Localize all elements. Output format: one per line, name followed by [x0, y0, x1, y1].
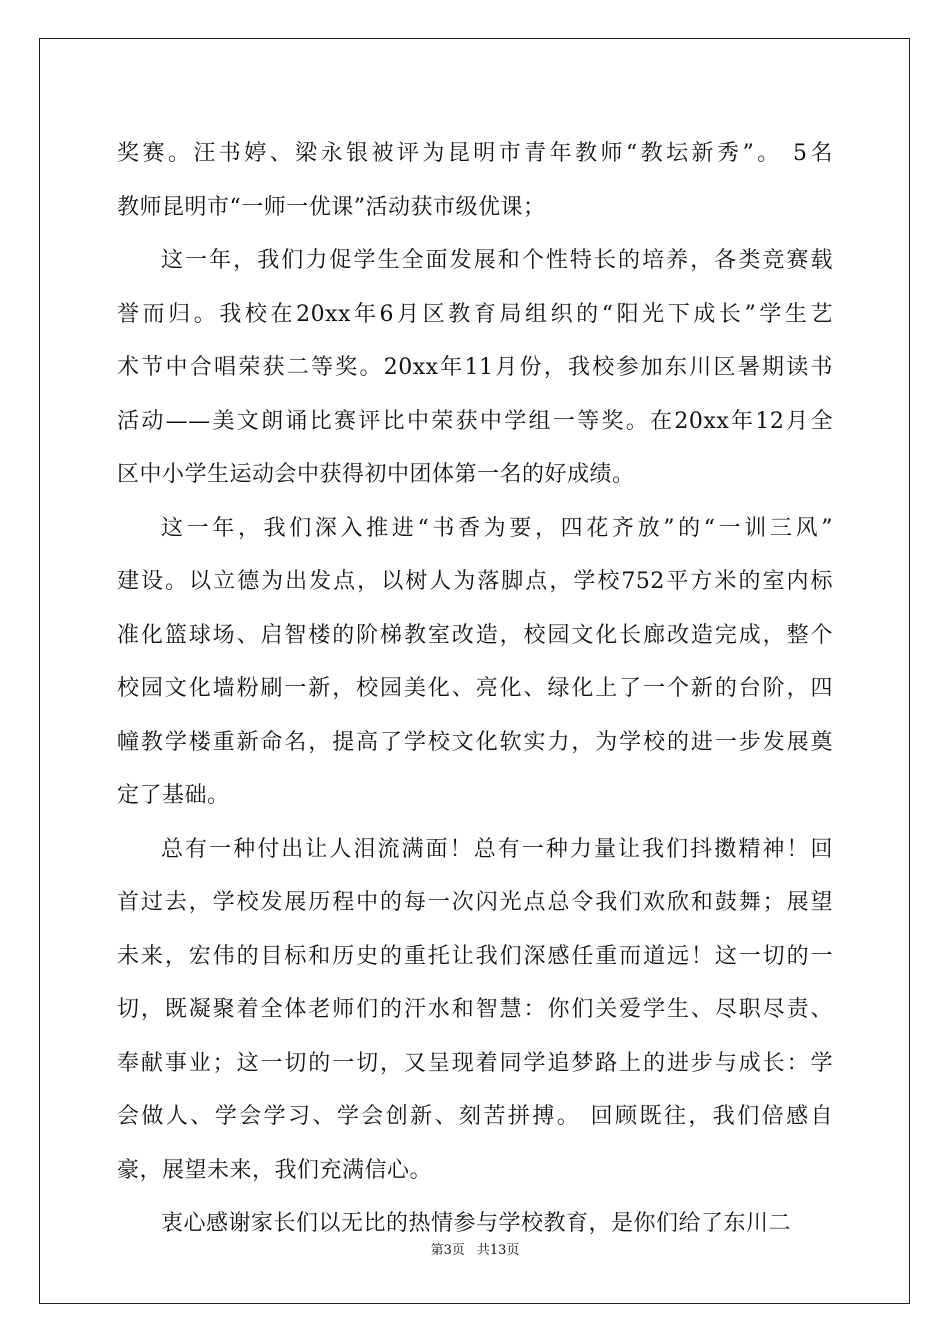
text-line: 术节中合唱荣获二等奖。20xx年11月份，我校参加东川区暑期读书	[117, 355, 833, 380]
document-body	[117, 127, 833, 1251]
page-footer	[0, 1241, 950, 1261]
page-total: 共13页	[476, 1243, 520, 1258]
text-line: 豪，展望未来，我们充满信心。	[117, 1157, 433, 1183]
text-line: 区中小学生运动会中获得初中团体第一名的好成绩。	[117, 462, 635, 487]
paragraph	[117, 127, 833, 234]
text-line: 切，既凝聚着全体老师们的汗水和智慧：你们关爱学生、尽职尽责、	[117, 997, 833, 1022]
text-line: 准化篮球场、启智楼的阶梯教室改造，校园文化长廊改造完成，整个	[117, 622, 833, 648]
text-line: 建设。以立德为出发点，以树人为落脚点，学校752平方米的室内标	[117, 569, 833, 594]
page-number: 第3页	[430, 1243, 465, 1258]
text-line: 未来，宏伟的目标和历史的重托让我们深感任重而道远！这一切的一	[117, 943, 833, 969]
paragraph	[117, 823, 833, 1198]
text-line: 奉献事业；这一切的一切，又呈现着同学追梦路上的进步与成长：学	[117, 1050, 833, 1076]
text-line: 衷心感谢家长们以无比的热情参与学校教育，是你们给了东川二	[161, 1211, 792, 1236]
paragraph	[117, 502, 833, 823]
text-line: 这一年，我们力促学生全面发展和个性特长的培养，各类竞赛载	[161, 248, 833, 273]
text-line: 校园文化墙粉刷一新，校园美化、亮化、绿化上了一个新的台阶，四	[117, 676, 833, 701]
paragraph	[117, 234, 833, 502]
text-line: 会做人、学会学习、学会创新、刻苦拼搏。 回顾既往，我们倍感自	[117, 1104, 833, 1129]
text-line: 教师昆明市“一师一优课”活动获市级优课；	[117, 194, 546, 220]
text-line: 誉而归。我校在20xx年6月区教育局组织的“阳光下成长”学生艺	[117, 301, 833, 327]
text-line: 定了基础。	[117, 783, 230, 808]
text-line: 首过去，学校发展历程中的每一次闪光点总令我们欢欣和鼓舞；展望	[117, 890, 833, 915]
text-line: 总有一种付出让人泪流满面！总有一种力量让我们抖擞精神！回	[161, 836, 833, 862]
text-line: 奖赛。汪书婷、梁永银被评为昆明市青年教师“教坛新秀”。 5名	[117, 141, 833, 166]
text-line: 这一年，我们深入推进“书香为要，四花齐放”的“一训三风”	[161, 515, 833, 541]
text-line: 活动——美文朗诵比赛评比中荣获中学组一等奖。在20xx年12月全	[117, 408, 833, 434]
text-line: 幢教学楼重新命名，提高了学校文化软实力，为学校的进一步发展奠	[117, 729, 833, 755]
